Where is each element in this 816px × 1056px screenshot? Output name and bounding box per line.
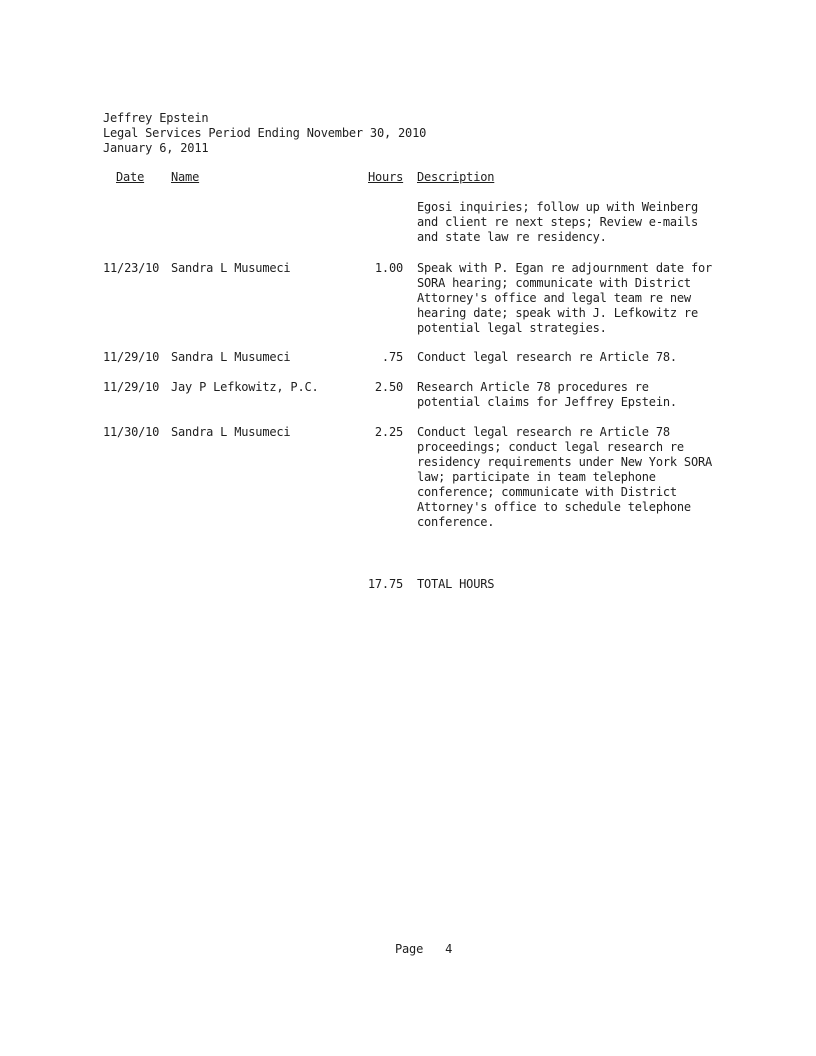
entry-date: 11/29/10 xyxy=(103,380,160,394)
description-line: and client re next steps; Review e-mails xyxy=(417,215,698,229)
entry-date: 11/30/10 xyxy=(103,425,160,439)
description-line: Attorney's office and legal team re new xyxy=(417,291,691,305)
total-hours-value: 17.75 xyxy=(367,577,403,591)
entry-name: Sandra L Musumeci xyxy=(171,261,291,275)
entry-description xyxy=(417,350,717,365)
page-footer xyxy=(395,942,452,957)
description-line: potential claims for Jeffrey Epstein. xyxy=(417,395,677,409)
description-line: SORA hearing; communicate with District xyxy=(417,276,691,290)
column-header-date: Date xyxy=(116,170,145,184)
description-line: conference. xyxy=(417,515,495,529)
description-line: conference; communicate with District xyxy=(417,485,677,499)
document-date: January 6, 2011 xyxy=(103,141,209,155)
column-header-description: Description xyxy=(417,170,495,184)
billing-period: Legal Services Period Ending November 30, 2010 xyxy=(103,126,427,140)
column-header-name: Name xyxy=(171,170,200,184)
entry-description xyxy=(417,425,717,530)
description-line: Speak with P. Egan re adjournment date for xyxy=(417,261,713,275)
description-line: Conduct legal research re Article 78. xyxy=(417,350,677,364)
entry-name: Sandra L Musumeci xyxy=(171,425,291,439)
page-label: Page xyxy=(395,942,424,956)
entry-hours: 1.00 xyxy=(374,261,403,275)
column-header-hours: Hours xyxy=(368,170,404,184)
description-line: Attorney's office to schedule telephone xyxy=(417,500,691,514)
entry-description xyxy=(417,200,717,245)
entry-description xyxy=(417,261,717,336)
total-hours-label: TOTAL HOURS xyxy=(417,577,495,591)
entry-name: Sandra L Musumeci xyxy=(171,350,291,364)
client-name: Jeffrey Epstein xyxy=(103,111,209,125)
entry-hours: 2.25 xyxy=(374,425,403,439)
description-line: and state law re residency. xyxy=(417,230,607,244)
description-line: law; participate in team telephone xyxy=(417,470,656,484)
entry-hours: .75 xyxy=(381,350,403,364)
entry-description xyxy=(417,380,717,410)
page-number: 4 xyxy=(445,942,453,956)
description-line: Egosi inquiries; follow up with Weinberg xyxy=(417,200,698,214)
description-line: proceedings; conduct legal research re xyxy=(417,440,684,454)
description-line: potential legal strategies. xyxy=(417,321,607,335)
document-header xyxy=(103,111,426,156)
entry-date: 11/23/10 xyxy=(103,261,160,275)
entry-name: Jay P Lefkowitz, P.C. xyxy=(171,380,319,394)
description-line: Conduct legal research re Article 78 xyxy=(417,425,670,439)
description-line: hearing date; speak with J. Lefkowitz re xyxy=(417,306,698,320)
entry-hours: 2.50 xyxy=(374,380,403,394)
description-line: Research Article 78 procedures re xyxy=(417,380,649,394)
entry-date: 11/29/10 xyxy=(103,350,160,364)
description-line: residency requirements under New York SORA xyxy=(417,455,713,469)
